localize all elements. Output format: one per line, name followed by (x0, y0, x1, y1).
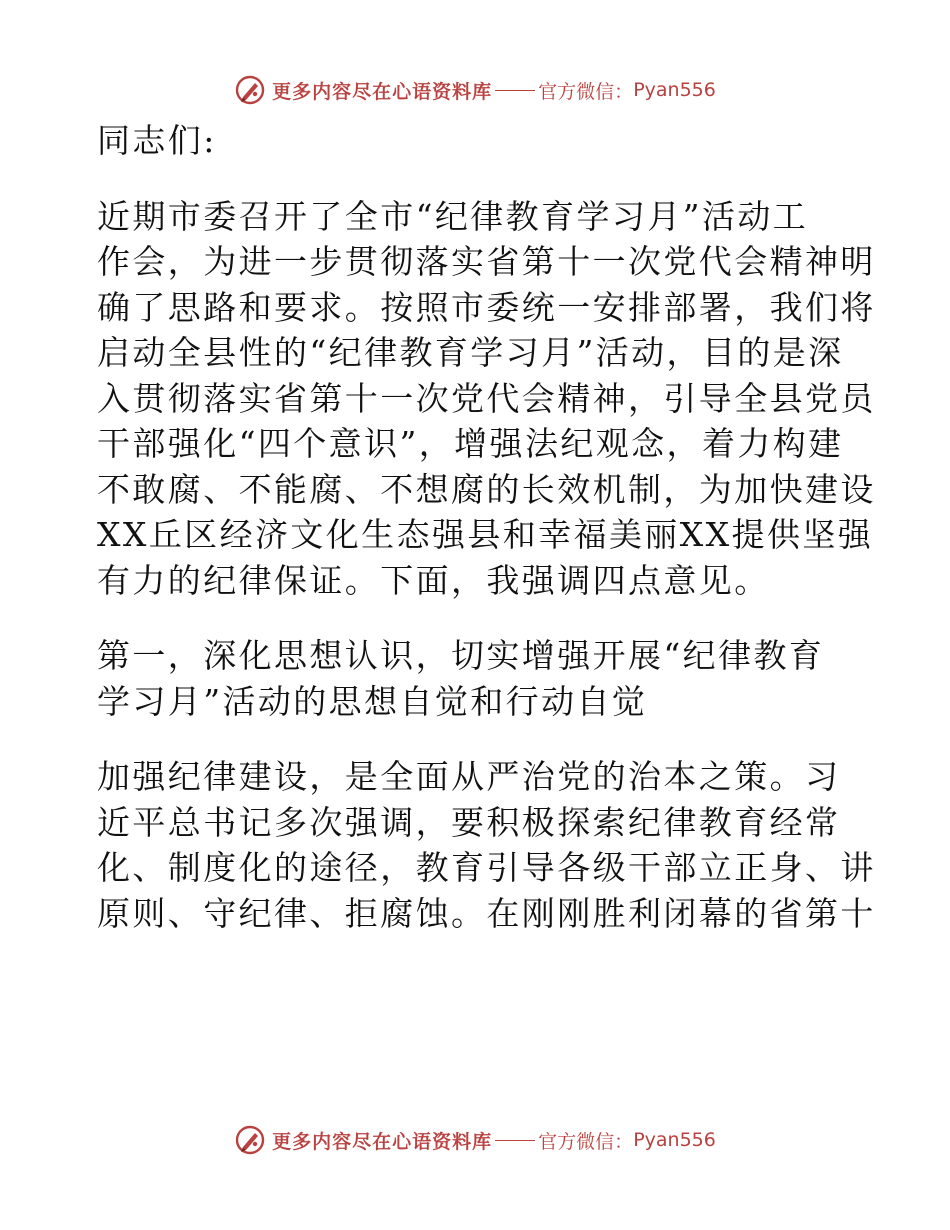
header-watermark (0, 70, 950, 110)
paragraph-line: 加强纪律建设，是全面从严治党的治本之策。习 (97, 757, 841, 796)
paragraph-line: 有力的纪律保证。下面，我强调四点意见。 (97, 560, 770, 600)
watermark-dash (495, 1140, 535, 1141)
watermark-channel: 官方微信： (538, 1130, 634, 1153)
watermark-account: Pyan556 (633, 79, 716, 101)
paragraph-line: 启动全县性的“纪律教育学习月”活动，目的是深 (97, 333, 844, 372)
paragraph-2 (97, 754, 876, 936)
paragraph-line: 确了思路和要求。按照市委统一安排部署，我们将 (97, 287, 876, 327)
document-body (97, 118, 876, 936)
watermark-account: Pyan556 (633, 1129, 716, 1151)
paragraph-line: 作会，为进一步贯彻落实省第十一次党代会精神明 (97, 242, 876, 281)
paragraph-line: 化、制度化的途径，教育引导各级干部立正身、讲 (97, 848, 876, 887)
watermark-brand: 更多内容尽在心语资料库 (272, 1130, 493, 1153)
paragraph-line: 不敢腐、不能腐、不想腐的长效机制，为加快建设 (97, 469, 876, 509)
heading-line: 第一，深化思想认识，切实增强开展“纪律教育 (97, 636, 825, 675)
paragraph-line: 近期市委召开了全市“纪律教育学习月”活动工 (97, 196, 809, 236)
salutation (97, 118, 857, 164)
footer-watermark (0, 1120, 950, 1160)
paragraph-line: 干部强化“四个意识”，增强法纪观念，着力构建 (97, 424, 844, 463)
paragraph-line: XX丘区经济文化生态强县和幸福美丽XX提供坚强 (97, 515, 874, 554)
watermark-brand: 更多内容尽在心语资料库 (272, 80, 493, 103)
paragraph-line: 入贯彻落实省第十一次党代会精神，引导全县党员 (97, 378, 876, 418)
heading-line: 学习月”活动的思想自觉和行动自觉 (97, 681, 648, 721)
watermark-dash (495, 90, 535, 91)
watermark-channel: 官方微信： (538, 80, 634, 103)
section-heading-1 (97, 633, 857, 724)
pen-logo-icon (234, 1124, 266, 1156)
salutation-text: 同志们: (97, 121, 217, 160)
paragraph-line: 原则、守纪律、拒腐蚀。在刚刚胜利闭幕的省第十 (97, 893, 876, 933)
paragraph-1 (97, 194, 876, 604)
pen-logo-icon (234, 74, 266, 106)
paragraph-line: 近平总书记多次强调，要积极探索纪律教育经常 (97, 802, 841, 842)
